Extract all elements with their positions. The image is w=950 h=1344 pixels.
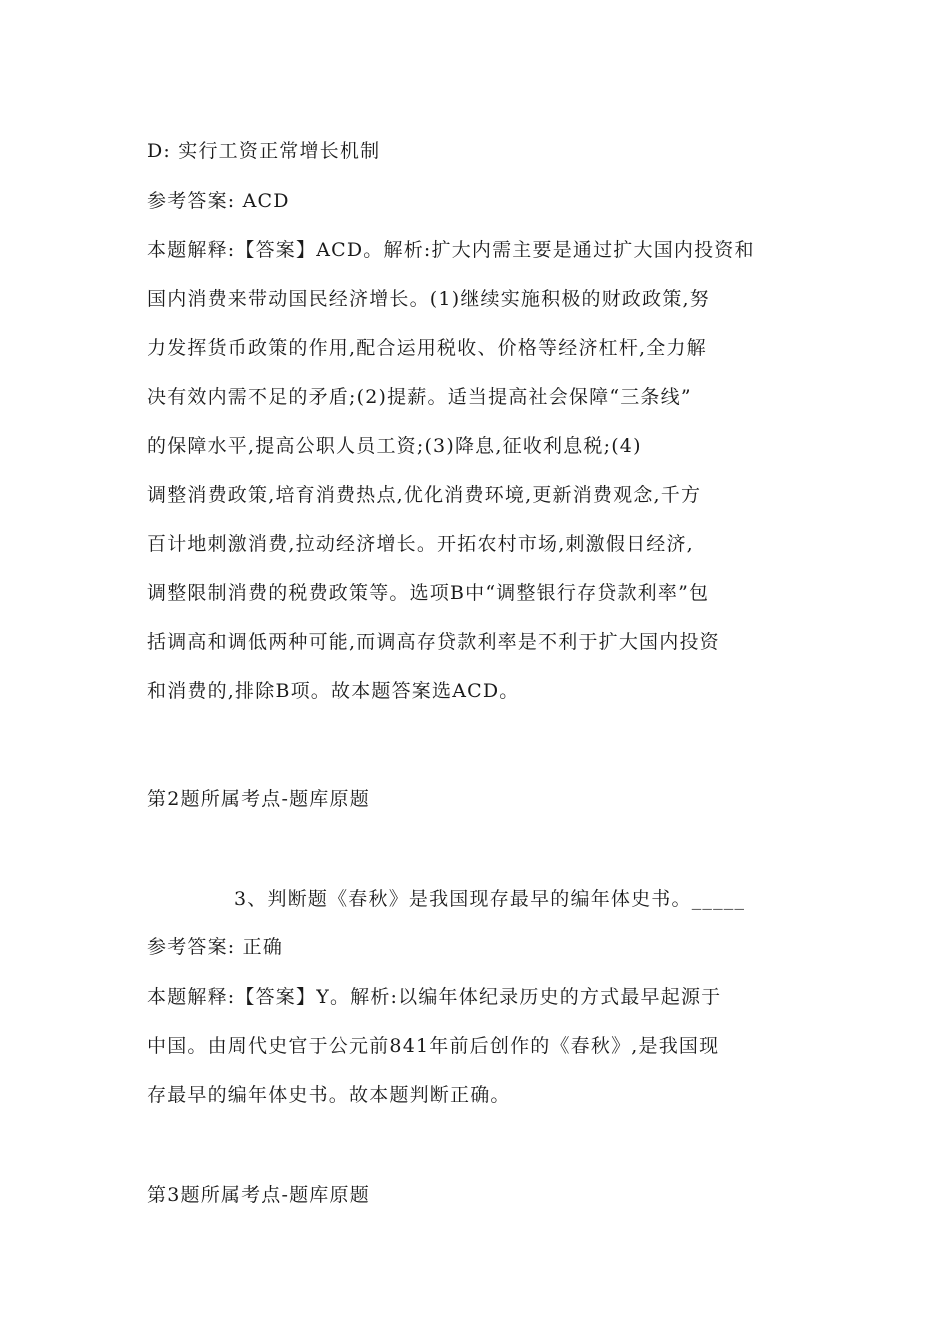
q2-explanation-line: 决有效内需不足的矛盾;(2)提薪。适当提高社会保障“三条线” (147, 386, 692, 408)
q2-explanation-line: 调整限制消费的税费政策等。选项B中“调整银行存贷款利率”包 (147, 582, 710, 604)
q2-explanation-line: 括调高和调低两种可能,而调高存贷款利率是不利于扩大国内投资 (147, 631, 720, 653)
q2-explanation-line: 和消费的,排除B项。故本题答案选ACD。 (147, 680, 520, 702)
q2-answer: 参考答案: ACD (147, 190, 290, 212)
q2-option-d: D: 实行工资正常增长机制 (147, 140, 381, 162)
q2-explanation-line: 调整消费政策,培育消费热点,优化消费环境,更新消费观念,千方 (147, 484, 702, 506)
q3-explanation-line: 本题解释:【答案】Y。解析:以编年体纪录历史的方式最早起源于 (147, 986, 722, 1008)
q2-explanation-line: 国内消费来带动国民经济增长。(1)继续实施积极的财政政策,努 (147, 288, 710, 310)
q2-explanation-line: 本题解释:【答案】ACD。解析:扩大内需主要是通过扩大国内投资和 (147, 239, 755, 261)
q3-explanation-line: 中国。由周代史官于公元前841年前后创作的《春秋》,是我国现 (147, 1035, 720, 1057)
q3-explanation-line: 存最早的编年体史书。故本题判断正确。 (147, 1084, 511, 1106)
q2-explanation-line: 力发挥货币政策的作用,配合运用税收、价格等经济杠杆,全力解 (147, 337, 707, 359)
q2-explanation-line: 百计地刺激消费,拉动经济增长。开拓农村市场,刺激假日经济, (147, 533, 694, 555)
q3-explanation (147, 973, 807, 1120)
q3-category: 第3题所属考点-题库原题 (147, 1184, 370, 1206)
q2-explanation-line: 的保障水平,提高公职人员工资;(3)降息,征收利息税;(4) (147, 435, 642, 457)
q3-question: 3、判断题《春秋》是我国现存最早的编年体史书。_____ (234, 888, 746, 910)
q2-explanation (147, 226, 807, 716)
q3-answer: 参考答案: 正确 (147, 936, 284, 958)
q2-category: 第2题所属考点-题库原题 (147, 788, 370, 810)
